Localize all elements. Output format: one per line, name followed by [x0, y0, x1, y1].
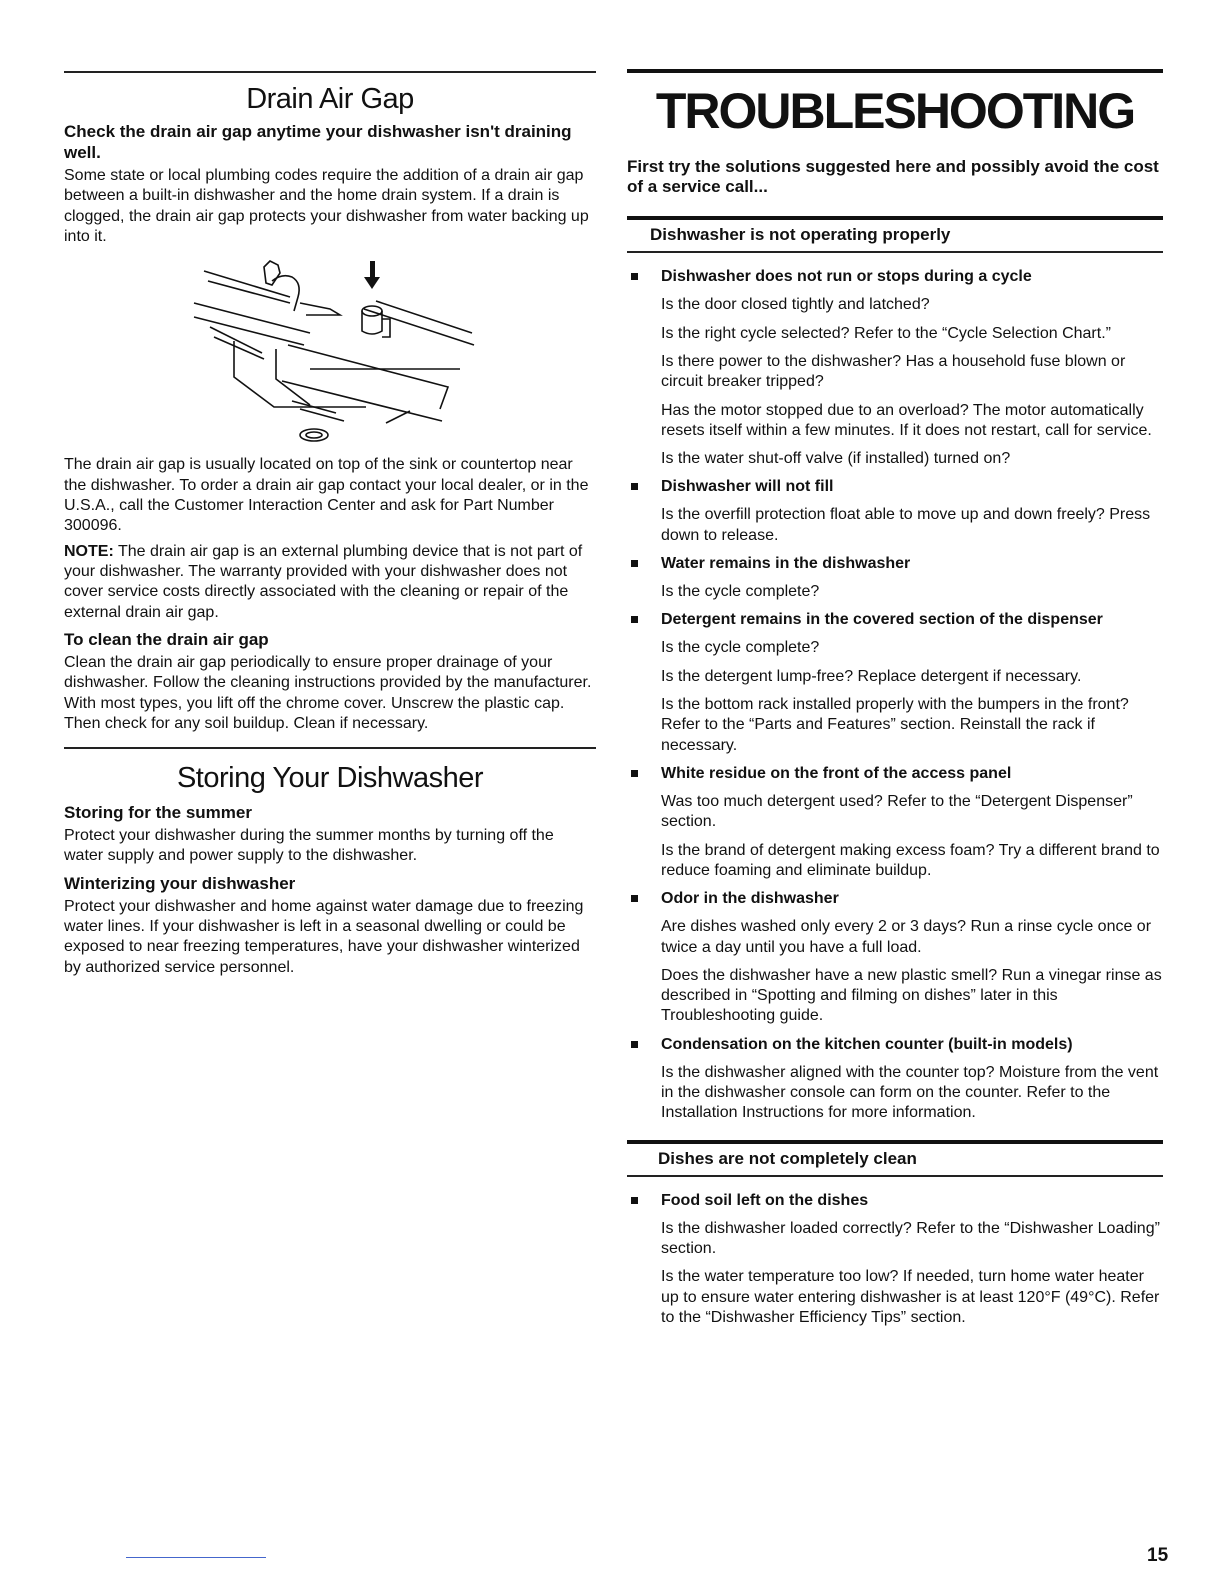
storing-summer-heading: Storing for the summer: [64, 802, 252, 822]
problem-item: [627, 477, 1163, 497]
solution-text: Is the dishwasher aligned with the counter top? Moisture from the vent in the dishwasher console can form on the counter. Refer to the Installation Instructions for more information.: [661, 1063, 1159, 1122]
divider: [627, 1175, 1163, 1177]
section-heading-not-clean: Dishes are not completely clean: [658, 1148, 917, 1168]
not-clean-list: [627, 1191, 1163, 1329]
drain-lead: Check the drain air gap anytime your dishwasher isn't draining well.: [64, 122, 572, 162]
section-heading-not-operating: Dishwasher is not operating properly: [650, 225, 951, 245]
clean-drain-heading: To clean the drain air gap: [64, 629, 269, 649]
problem-title: Condensation on the kitchen counter (built-in models): [661, 1035, 1073, 1053]
winterizing-heading: Winterizing your dishwasher: [64, 873, 296, 893]
solution-text: Is the right cycle selected? Refer to the “Cycle Selection Chart.”: [661, 324, 1111, 342]
bullet-icon: [631, 273, 638, 280]
solution-text: Is the detergent lump-free? Replace detergent if necessary.: [661, 667, 1082, 685]
troubleshooting-lead: First try the solutions suggested here and possibly avoid the cost of a service call...: [627, 156, 1159, 196]
problem-title: Water remains in the dishwasher: [661, 555, 911, 573]
bullet-icon: [631, 895, 638, 902]
problem-title: Food soil left on the dishes: [661, 1191, 869, 1209]
problem-item: [627, 610, 1163, 630]
solution-text: Are dishes washed only every 2 or 3 days? Run a rinse cycle once or twice a day until you have a full load.: [661, 918, 1152, 956]
solution-text: Was too much detergent used? Refer to the “Detergent Dispenser” section.: [661, 792, 1133, 831]
winterizing-paragraph: Protect your dishwasher and home against water damage due to freezing water lines. If your dishwasher is left in a seasonal dwelling or could be exposed to near freezing temperatures, have your dishwasher winterized by authorized service personnel.: [64, 897, 584, 976]
sink-faucet-air-gap-illustration: [64, 253, 596, 453]
problem-title: Odor in the dishwasher: [661, 890, 839, 908]
drain-air-gap-title: Drain Air Gap: [246, 83, 414, 115]
problem-title: White residue on the front of the access panel: [661, 764, 1012, 782]
solution-text: Is the door closed tightly and latched?: [661, 296, 930, 314]
drain-location-paragraph: The drain air gap is usually located on top of the sink or countertop near the dishwasher. To order a drain air gap contact your local dealer, or in the U.S.A., call the Customer Interaction Center and ask for Part Number 300096.: [64, 456, 589, 535]
solution-text: Is the overfill protection float able to move up and down freely? Press down to release.: [661, 506, 1151, 544]
bullet-icon: [631, 560, 638, 567]
clean-drain-paragraph: Clean the drain air gap periodically to ensure proper drainage of your dishwasher. Follow the cleaning instructions provided by the manufacturer. With most types, you lift off the chrome cover. Unscrew the plastic cap. Then check for any soil buildup. Clean if necessary.: [64, 654, 592, 733]
problem-item: [627, 764, 1163, 784]
divider: [627, 69, 1163, 73]
problem-item: [627, 1035, 1163, 1055]
bullet-icon: [631, 1041, 638, 1048]
drain-intro-paragraph: Some state or local plumbing codes require the addition of a drain air gap between a built-in dishwasher and the home drain system. If a drain is clogged, the drain air gap protects your dishwasher from water backing up into it.: [64, 167, 589, 246]
footer-line: [126, 1557, 266, 1558]
solution-text: Is the bottom rack installed properly with the bumpers in the front? Refer to the “Parts and Features” section. Reinstall the rack if necessary.: [661, 696, 1129, 754]
solution-text: Is the water temperature too low? If needed, turn home water heater up to ensure water entering dishwasher is at least 120°F (49°C). Refer to the “Dishwasher Efficiency Tips” section.: [661, 1268, 1160, 1326]
solution-text: Is the dishwasher loaded correctly? Refer to the “Dishwasher Loading” section.: [661, 1219, 1160, 1258]
note-label: NOTE:: [64, 542, 114, 560]
solution-text: Is the cycle complete?: [661, 583, 820, 601]
solution-text: Has the motor stopped due to an overload? The motor automatically resets itself within a few minutes. If it does not restart, call for service.: [661, 401, 1152, 439]
note-text: The drain air gap is an external plumbing device that is not part of your dishwasher. The warranty provided with your dishwasher does not cover service costs directly associated with the cleaning or repair of the external drain air gap.: [64, 542, 583, 621]
bullet-icon: [631, 483, 638, 490]
bullet-icon: [631, 616, 638, 623]
problem-title: Dishwasher will not fill: [661, 478, 834, 496]
problem-title: Dishwasher does not run or stops during a cycle: [661, 268, 1032, 286]
problem-item: [627, 1191, 1163, 1211]
problem-title: Detergent remains in the covered section of the dispenser: [661, 611, 1103, 629]
not-operating-list: [627, 267, 1163, 1123]
solution-text: Is the brand of detergent making excess foam? Try a different brand to reduce foaming and eliminate buildup.: [661, 841, 1160, 879]
divider: [64, 747, 596, 749]
divider: [64, 71, 596, 73]
solution-text: Is the cycle complete?: [661, 639, 820, 657]
drain-note-paragraph: [64, 542, 596, 623]
bullet-icon: [631, 1197, 638, 1204]
problem-item: [627, 554, 1163, 574]
storing-summer-paragraph: Protect your dishwasher during the summer months by turning off the water supply and power supply to the dishwasher.: [64, 826, 554, 865]
problem-item: [627, 267, 1163, 287]
problem-item: [627, 889, 1163, 909]
bullet-icon: [631, 770, 638, 777]
left-column: [64, 0, 596, 978]
solution-text: Is there power to the dishwasher? Has a household fuse blown or circuit breaker tripped?: [661, 352, 1126, 391]
solution-text: Does the dishwasher have a new plastic smell? Run a vinegar rinse as described in “Spotting and filming on dishes” later in this Troubleshooting guide.: [661, 966, 1162, 1025]
right-column: [627, 0, 1163, 1328]
divider: [627, 251, 1163, 253]
solution-text: Is the water shut-off valve (if installed) turned on?: [661, 450, 1011, 468]
troubleshooting-title: TROUBLESHOOTING: [655, 83, 1135, 139]
storing-title: Storing Your Dishwasher: [176, 762, 484, 795]
page-number: 15: [1147, 1545, 1169, 1566]
